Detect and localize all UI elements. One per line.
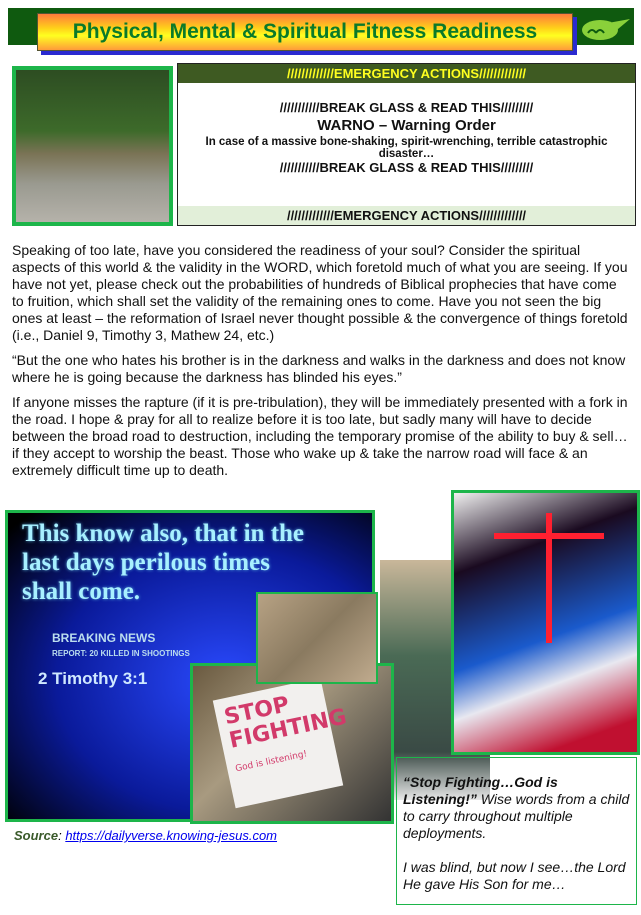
soldiers-photo — [256, 592, 378, 684]
source-line: Source: https://dailyverse.knowing-jesus.com — [14, 828, 278, 843]
caption-second: I was blind, but now I see…the Lord He gave His Son for me… — [403, 859, 626, 892]
stop-fighting-photo — [190, 663, 394, 824]
alligator-icon — [578, 15, 630, 43]
disaster-description: In case of a massive bone-shaking, spirit-wrenching, terrible catastrophic disaster… — [205, 136, 608, 160]
source-label: Source — [14, 828, 59, 843]
caption-box — [396, 757, 637, 905]
stained-glass-image — [451, 490, 640, 755]
page-title: Physical, Mental & Spiritual Fitness Readiness — [37, 13, 573, 51]
emergency-actions-box — [177, 63, 636, 226]
news-label: BREAKING NEWS — [52, 631, 156, 645]
verse-text: This know also, that in the last days perilous times shall come. — [22, 520, 305, 605]
deer-skull-photo — [12, 66, 173, 226]
source-link[interactable]: https://dailyverse.knowing-jesus.com — [65, 828, 278, 843]
caption-quote: “Stop Fighting…God is Listening!” — [403, 774, 558, 807]
paragraph: If anyone misses the rapture (if it is pre-tribulation), they will be immediately presented with a fork in the road. I hope & pray for all to realize before it is too late, but sadly many will have to decide between the broad road to destruction, including the temporary promise of the ability to buy & sell…if they accept to worship the beast. Those who wake up & take the narrow road will face & an extremely difficult time up to death. — [12, 394, 628, 478]
paragraph: Speaking of too late, have you considered the readiness of your soul? Consider the spiritual aspects of this world & the validity in the WORD, which foretold much of what you are seeing. If you have not yet, please check out the probabilities of hundreds of Biblical prophecies that have come to fruition, which shall set the validity of the remaining ones to come. Have you not seen the big ones at least – the reformation of Israel never thought possible & the convergence of things foretold (i.e., Daniel 9, Timothy 3, Mathew 24, etc.) — [12, 242, 628, 343]
emergency-band-bottom: /////////////EMERGENCY ACTIONS///////////// — [178, 206, 635, 225]
body-text — [12, 242, 632, 487]
news-sub: REPORT: 20 KILLED IN SHOOTINGS — [52, 649, 190, 658]
quote-paragraph: “But the one who hates his brother is in the darkness and walks in the darkness and does not know where he is going because the darkness has blinded his eyes.” — [12, 352, 626, 385]
stop-sign-text: STOP FIGHTING — [222, 692, 349, 754]
verse-reference: 2 Timothy 3:1 — [38, 669, 148, 688]
caption-text: Wise words from a child to carry throughout multiple deployments. — [403, 791, 630, 841]
warno-heading: WARNO – Warning Order — [317, 117, 496, 134]
break-glass-heading: ///////////BREAK GLASS & READ THIS///////// — [279, 100, 534, 115]
emergency-band-top: /////////////EMERGENCY ACTIONS///////////// — [178, 64, 635, 83]
break-glass-heading: ///////////BREAK GLASS & READ THIS///////// — [279, 160, 534, 175]
stop-sign-sub: God is listening! — [234, 749, 309, 775]
